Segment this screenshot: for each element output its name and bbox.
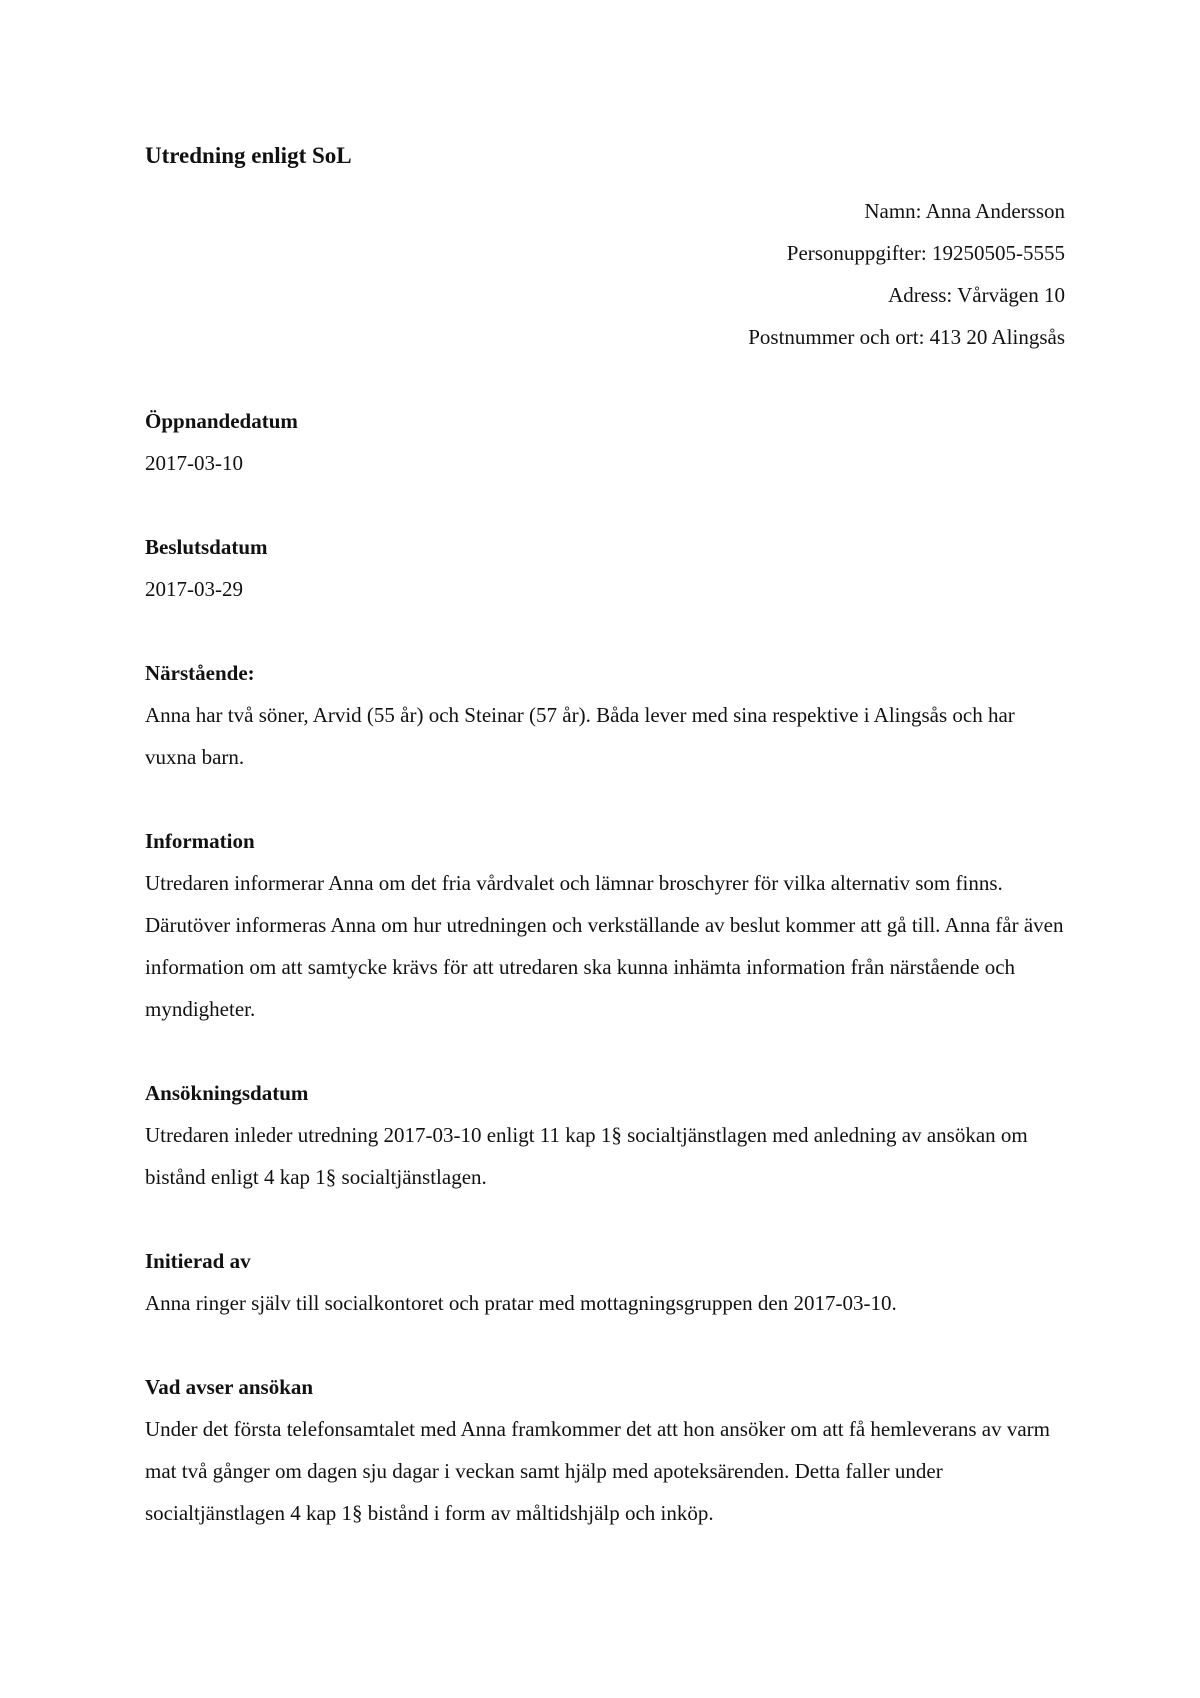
section-information — [145, 820, 1065, 1030]
section-heading: Ansökningsdatum — [145, 1081, 309, 1105]
section-body: Anna ringer själv till socialkontoret och pratar med mottagningsgruppen den 2017-03-10. — [145, 1291, 897, 1315]
section-relatives — [145, 652, 1065, 778]
section-body: Under det första telefonsamtalet med Anna framkommer det att hon ansöker om att få hemleverans av varm mat två gånger om dagen sju dagar i veckan samt hjälp med apoteksärenden. Detta faller under socialtjänstlagen 4 kap 1§ bistånd i form av måltidshjälp och inköp. — [145, 1417, 1051, 1525]
section-decision-date — [145, 526, 1065, 610]
section-heading: Öppnandedatum — [145, 409, 298, 433]
section-body: Anna har två söner, Arvid (55 år) och Steinar (57 år). Båda lever med sina respektive i Alingsås och har vuxna barn. — [145, 703, 1015, 769]
section-initiated-by — [145, 1240, 1065, 1324]
section-heading: Beslutsdatum — [145, 535, 268, 559]
section-heading: Information — [145, 829, 255, 853]
section-body: Utredaren inleder utredning 2017-03-10 enligt 11 kap 1§ socialtjänstlagen med anledning av ansökan om bistånd enligt 4 kap 1§ socialtjänstlagen. — [145, 1123, 1028, 1189]
contact-name: Namn: Anna Andersson — [864, 199, 1065, 223]
document-title: Utredning enligt SoL — [145, 143, 352, 168]
section-body: Utredaren informerar Anna om det fria vårdvalet och lämnar broschyrer för vilka alternativ som finns. Därutöver informeras Anna om hur utredningen och verkställande av beslut kommer att gå till. Anna får även information om att samtycke krävs för att utredaren ska kunna inhämta information från närstående och myndigheter. — [145, 871, 1064, 1021]
contact-personal-id: Personuppgifter: 19250505-5555 — [786, 241, 1065, 265]
contact-address: Adress: Vårvägen 10 — [888, 283, 1065, 307]
section-application-date — [145, 1072, 1065, 1198]
section-body: 2017-03-10 — [145, 451, 243, 475]
contact-postal: Postnummer och ort: 413 20 Alingsås — [748, 325, 1065, 349]
section-opening-date — [145, 400, 1065, 484]
section-body: 2017-03-29 — [145, 577, 243, 601]
section-heading: Initierad av — [145, 1249, 251, 1273]
section-heading: Vad avser ansökan — [145, 1375, 314, 1399]
section-application-subject — [145, 1366, 1065, 1534]
section-heading: Närstående: — [145, 661, 255, 685]
contact-block — [748, 190, 1065, 358]
